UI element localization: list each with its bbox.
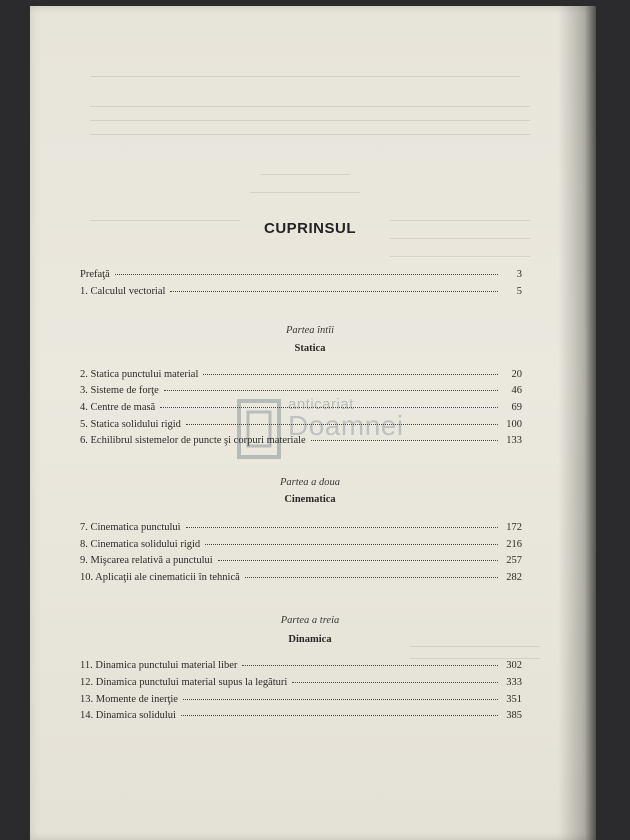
toc-entry-label: 7. Cinematica punctului [80,522,181,533]
toc-entry [80,539,522,555]
section-heading: Statica [294,343,326,354]
toc-entry-label: 8. Cinematica solidului rigid [80,539,201,550]
toc-entry-label: 10. Aplicaţii ale cinematicii în tehnică [80,572,240,583]
toc-entry-label: 11. Dinamica punctului material liber [80,660,238,671]
toc-entry [80,286,522,302]
dot-leader [186,527,498,528]
toc-entry-page: 351 [506,694,522,705]
toc-entry [80,522,522,538]
toc-entry-page: 100 [506,419,522,430]
show-through-line [410,658,540,659]
dot-leader [183,699,498,700]
toc-entry-label: 6. Echilibrul sistemelor de puncte şi corpuri materiale [80,435,306,446]
toc-entry-page: 133 [506,435,522,446]
watermark-line2: Doamnei [288,410,404,441]
toc-entry-label: 2. Statica punctului material [80,369,199,380]
toc-entry-page: 216 [506,539,522,550]
part-heading: Partea a treia [280,615,340,626]
dot-leader [186,424,498,425]
toc-entry-page: 257 [506,555,522,566]
toc-entry-label: 1. Calculul vectorial [80,286,166,297]
toc-entry [80,269,522,285]
show-through-line [260,174,350,175]
toc-entry-label: 5. Statica solidului rigid [80,419,181,430]
toc-entry-label: 3. Sisteme de forţe [80,385,159,396]
toc-entry [80,694,522,710]
book-page [30,6,596,840]
toc-entry [80,660,522,676]
dot-leader [311,440,498,441]
toc-entry-page: 172 [506,522,522,533]
toc-entry-page: 69 [511,402,522,413]
watermark-line1: anticariat [288,396,354,413]
toc-entry-page: 385 [506,710,522,721]
toc-entry [80,555,522,571]
toc-entry [80,385,522,401]
toc-entry-page: 5 [516,286,522,297]
show-through-rule [90,76,520,77]
toc-entry-label: 13. Momente de inerţie [80,694,178,705]
show-through-line [390,238,530,239]
page-edge-shadow [558,6,596,840]
show-through-line [250,192,360,193]
toc-entry [80,710,522,726]
show-through-line [390,256,530,257]
show-through-line [90,134,530,135]
show-through-line [90,106,530,107]
dot-leader [292,682,498,683]
section-heading: Dinamica [288,634,332,645]
dot-leader [245,577,498,578]
dot-leader [205,544,498,545]
toc-entry-label: 14. Dinamica solidului [80,710,176,721]
toc-entry [80,435,522,451]
toc-entry-page: 282 [506,572,522,583]
toc-entry [80,419,522,435]
dot-leader [181,715,498,716]
toc-entry-page: 20 [511,369,522,380]
dot-leader [203,374,498,375]
toc-entry-label: 4. Centre de masă [80,402,156,413]
toc-entry-page: 3 [516,269,522,280]
show-through-line [90,120,530,121]
dot-leader [164,390,498,391]
toc-entry [80,402,522,418]
dot-leader [218,560,498,561]
dot-leader [160,407,498,408]
toc-entry [80,677,522,693]
part-heading: Partea a doua [279,477,341,488]
section-heading: Cinematica [284,494,336,505]
toc-entry-page: 46 [511,385,522,396]
dot-leader [242,665,498,666]
dot-leader [115,274,498,275]
toc-entry-page: 302 [506,660,522,671]
page-title: CUPRINSUL [263,220,356,237]
toc-entry-label: 12. Dinamica punctului material supus la legături [80,677,288,688]
show-through-line [410,646,540,647]
toc-entry-label: 9. Mişcarea relativă a punctului [80,555,213,566]
dot-leader [170,291,498,292]
toc-entry-label: Prefaţă [80,269,110,280]
toc-entry [80,369,522,385]
toc-entry [80,572,522,588]
toc-entry-page: 333 [506,677,522,688]
part-heading: Partea întîi [285,325,335,336]
